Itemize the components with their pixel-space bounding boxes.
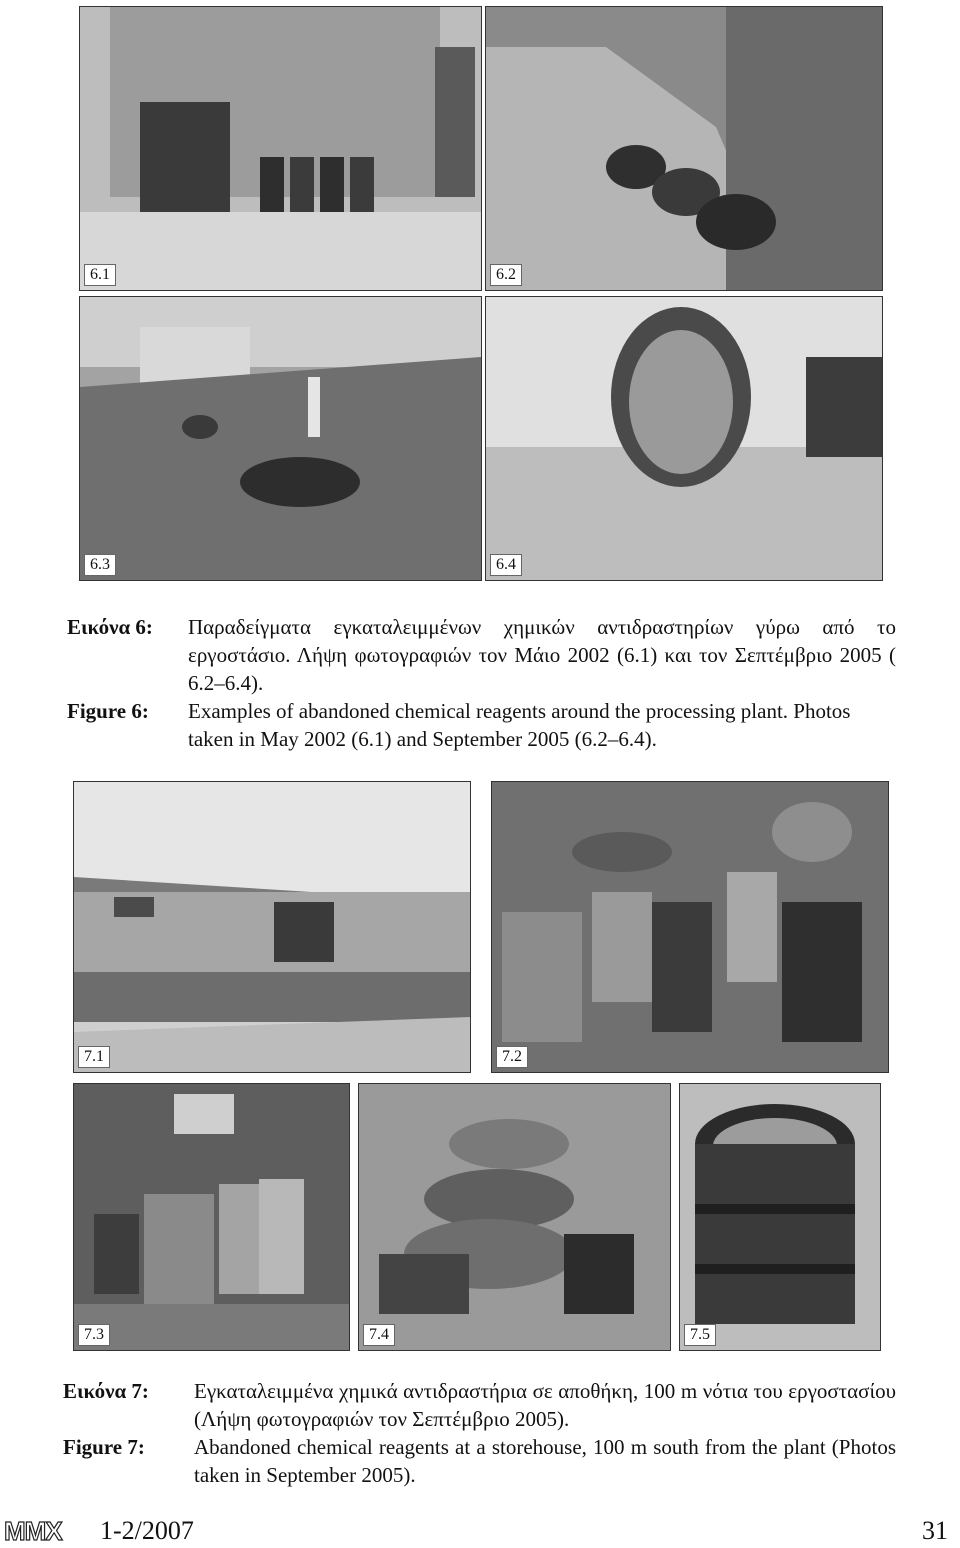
- photo-7-1-label: 7.1: [78, 1046, 110, 1068]
- photo-7-1: [73, 781, 471, 1073]
- photo-6-4: [485, 296, 883, 581]
- photo-7-3-drawing: [74, 1084, 349, 1350]
- photo-6-3-label: 6.3: [84, 554, 116, 576]
- photo-7-1-drawing: [74, 782, 470, 1072]
- photo-6-2-label: 6.2: [490, 264, 522, 286]
- photo-7-5: [679, 1083, 881, 1351]
- journal-logo: MMX: [4, 1516, 62, 1546]
- photo-6-1-label: 6.1: [84, 264, 116, 286]
- photo-7-2: [491, 781, 889, 1073]
- figure-6-english-label: Figure 6:: [67, 699, 149, 723]
- figure-7-english-text: Abandoned chemical reagents at a storehouse, 100 m south from the plant (Photos taken in September 2005).: [194, 1435, 896, 1487]
- photo-6-2-drawing: [486, 7, 882, 290]
- photo-7-4-drawing: [359, 1084, 670, 1350]
- photo-7-4: [358, 1083, 671, 1351]
- photo-7-5-label: 7.5: [684, 1324, 716, 1346]
- photo-6-1: [79, 6, 482, 291]
- photo-7-2-drawing: [492, 782, 888, 1072]
- figure-7-english-label: Figure 7:: [63, 1435, 145, 1459]
- figure-6-english-text: Examples of abandoned chemical reagents around the processing plant. Photos taken in May 2002 (6.1) and September 2005 (6.2–6.4).: [188, 699, 851, 751]
- issue-number: 1-2/2007: [100, 1516, 194, 1545]
- figure-6-greek-label: Εικόνα 6:: [67, 615, 153, 639]
- photo-6-2: [485, 6, 883, 291]
- photo-6-4-label: 6.4: [490, 554, 522, 576]
- photo-7-2-label: 7.2: [496, 1046, 528, 1068]
- photo-7-3: [73, 1083, 350, 1351]
- page-number: 31: [922, 1516, 948, 1545]
- photo-7-5-drawing: [680, 1084, 880, 1350]
- photo-6-1-drawing: [80, 7, 481, 290]
- photo-7-3-label: 7.3: [78, 1324, 110, 1346]
- photo-6-3-drawing: [80, 297, 481, 580]
- photo-6-4-drawing: [486, 297, 882, 580]
- photo-6-3: [79, 296, 482, 581]
- figure-6-greek-text: Παραδείγματα εγκαταλειμμένων χημικών αντιδραστηρίων γύρω από το εργοστάσιο. Λήψη φωτογραφιών τον Μάιο 2002 (6.1) και τον Σεπτέμβριο 2005 ( 6.2–6.4).: [188, 615, 896, 695]
- photo-7-4-label: 7.4: [363, 1324, 395, 1346]
- figure-7-greek-text: Εγκαταλειμμένα χημικά αντιδραστήρια σε αποθήκη, 100 m νότια του εργοστασίου (Λήψη φωτογραφιών τον Σεπτέμβριο 2005).: [194, 1379, 896, 1431]
- figure-7-greek-label: Εικόνα 7:: [63, 1379, 149, 1403]
